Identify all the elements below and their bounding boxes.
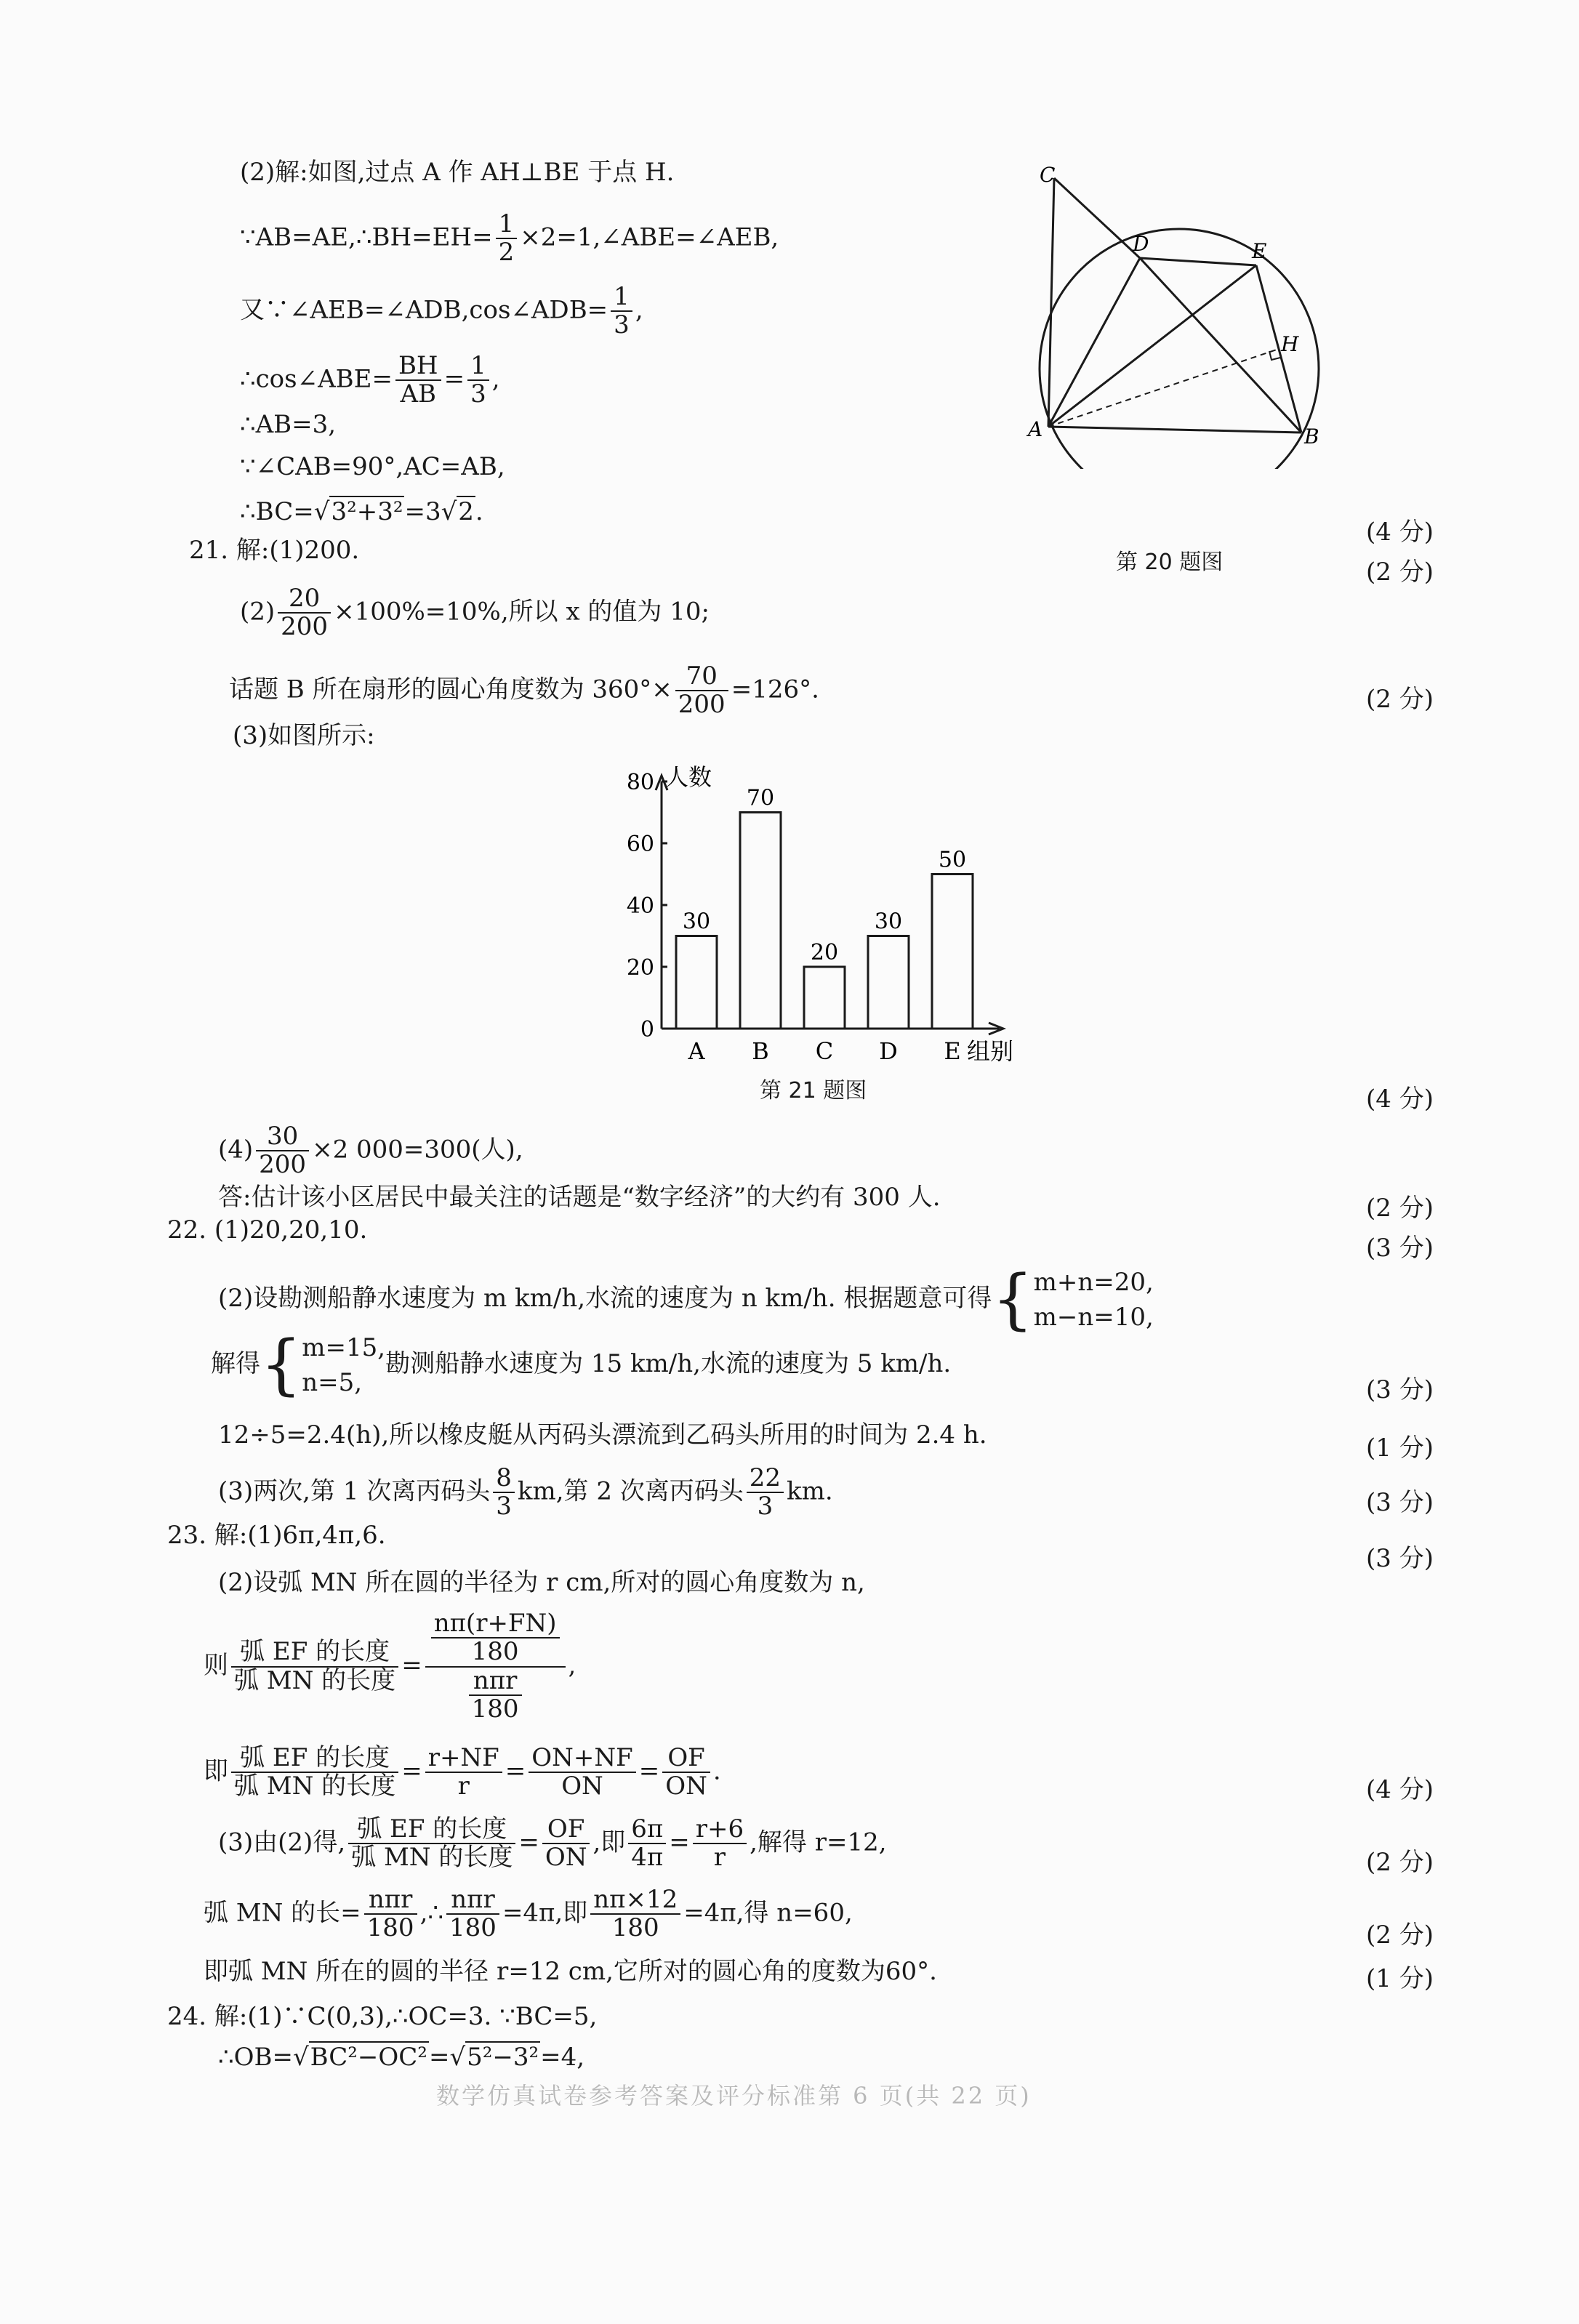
label-B: B bbox=[1304, 425, 1319, 449]
q24-line-2: ∴OB=√BC²−OC²=√5²−3²=4, bbox=[218, 2043, 585, 2072]
page-footer: 数学仿真试卷参考答案及评分标准第 6 页(共 22 页) bbox=[436, 2082, 1032, 2110]
q21-line-4: (3)如图所示: bbox=[233, 721, 375, 750]
x-axis-label: 组别 bbox=[967, 1037, 1014, 1065]
segment-CA bbox=[1048, 178, 1054, 427]
y-tick-label: 0 bbox=[640, 1017, 654, 1042]
category-label-B: B bbox=[752, 1037, 769, 1065]
q20-geometry-figure bbox=[1018, 156, 1359, 469]
segment-CD bbox=[1054, 178, 1140, 258]
q23-line-7: 即弧 MN 所在的圆的半径 r=12 cm,它所对的圆心角的度数为60°. bbox=[204, 1957, 937, 1986]
y-axis-label: 人数 bbox=[665, 763, 712, 791]
label-A: A bbox=[1028, 417, 1043, 441]
category-label-A: A bbox=[688, 1037, 705, 1065]
segment-DE bbox=[1140, 258, 1256, 265]
q23-line-2: (2)设弧 MN 所在圆的半径为 r cm,所对的圆心角度数为 n, bbox=[218, 1568, 865, 1597]
bar-D bbox=[868, 936, 909, 1029]
q23-line-4: 即 $\frac{\text{弧 EF 的长度}}{\text{弧 MN 的长度}}$ = $\frac{r+NF}{r}$ = $\frac{ON+NF}{ON}$ = $\frac{OF}{ON}$ . bbox=[204, 1743, 721, 1801]
label-H: H bbox=[1281, 332, 1299, 356]
q20-line-7: ∴BC=√3²+3²=3√2. bbox=[240, 497, 483, 526]
q21-line-3: 话题 B 所在扇形的圆心角度数为 360°× $\frac{70}{200}$ =126°. bbox=[229, 662, 819, 720]
bars bbox=[676, 786, 973, 1066]
q23-score-3: (2 分) bbox=[1366, 1848, 1434, 1877]
y-tick-label: 60 bbox=[626, 832, 654, 857]
q21-score-2: (2 分) bbox=[1366, 685, 1434, 714]
q20-line-1: (2)解:如图,过点 A 作 AH⊥BE 于点 H. bbox=[240, 158, 675, 187]
q21-bar-chart bbox=[603, 760, 1040, 1079]
q20-figure-caption: 第 20 题图 bbox=[1116, 550, 1224, 575]
q23-line-1: 23. 解:(1)6π,4π,6. bbox=[167, 1521, 386, 1550]
y-tick-label: 80 bbox=[626, 770, 654, 795]
label-D: D bbox=[1133, 232, 1149, 256]
q21-score-3: (4 分) bbox=[1366, 1085, 1434, 1114]
category-label-D: D bbox=[879, 1037, 898, 1065]
q22-score-1: (3 分) bbox=[1366, 1234, 1434, 1263]
q22-line-4: 12÷5=2.4(h),所以橡皮艇从丙码头漂流到乙码头所用的时间为 2.4 h. bbox=[218, 1420, 987, 1450]
q20-score: (4 分) bbox=[1366, 518, 1434, 547]
bar-E bbox=[932, 874, 973, 1029]
y-axis-title bbox=[665, 763, 712, 791]
segment-AE bbox=[1048, 265, 1256, 427]
q20-line-6: ∵∠CAB=90°,AC=AB, bbox=[240, 452, 505, 481]
category-label-E: E bbox=[944, 1037, 961, 1065]
q22-line-1: 22. (1)20,20,10. bbox=[167, 1215, 368, 1245]
y-tick-label: 40 bbox=[626, 893, 654, 919]
q23-line-5: (3)由(2)得, $\frac{\text{弧 EF 的长度}}{\text{弧 MN 的长度}}$ = $\frac{OF}{ON}$ ,即 $\frac{6\pi}{4\pi}$ = $\frac{r+6}{r}$ ,解得 r=12, bbox=[218, 1814, 887, 1873]
q21-figure-caption: 第 21 题图 bbox=[760, 1078, 867, 1103]
q21-line-1: 21. 解:(1)200. bbox=[189, 536, 360, 565]
q22-line-5: (3)两次,第 1 次离丙码头 $\frac{8}{3}$ km,第 2 次离丙码头 $\frac{22}{3}$ km. bbox=[218, 1463, 833, 1521]
category-label-C: C bbox=[815, 1037, 834, 1065]
data-label-C: 20 bbox=[810, 940, 839, 965]
q23-line-3: 则 $\frac{\text{弧 EF 的长度}}{\text{弧 MN 的长度}}$ = $\frac{\frac{n\pi(r+FN)}{180}}{\frac{\text{nπr}}{180}}$ , bbox=[204, 1609, 576, 1724]
q22-score-3: (1 分) bbox=[1366, 1434, 1434, 1463]
q22-score-4: (3 分) bbox=[1366, 1488, 1434, 1517]
q20-line-5: ∴AB=3, bbox=[240, 410, 337, 439]
q23-score-2: (4 分) bbox=[1366, 1775, 1434, 1804]
q20-line-3: 又∵∠AEB=∠ADB,cos∠ADB= $\frac{1}{3}$ , bbox=[240, 282, 643, 340]
bar-A bbox=[676, 936, 717, 1029]
q22-score-2: (3 分) bbox=[1366, 1375, 1434, 1404]
label-E: E bbox=[1252, 239, 1267, 263]
q21-score-1: (2 分) bbox=[1366, 558, 1434, 587]
q24-line-1: 24. 解:(1)∵C(0,3),∴OC=3. ∵BC=5, bbox=[167, 2002, 598, 2031]
data-label-B: 70 bbox=[746, 785, 775, 811]
q21-line-2: (2) $\frac{20}{200}$ ×100%=10%,所以 x 的值为 10; bbox=[240, 584, 710, 642]
bar-B bbox=[740, 813, 781, 1029]
data-label-D: 30 bbox=[874, 909, 903, 935]
q22-line-2: (2)设勘测船静水速度为 m km/h,水流的速度为 n km/h. 根据题意可得{m+n=20, m−n=10, bbox=[218, 1261, 1154, 1338]
q23-line-6: 弧 MN 的长= $\frac{\text{nπr}}{180}$ ,∴ $\frac{\text{nπr}}{180}$ =4π,即 $\frac{n\pi\times 12}{180}$ =4π,得 n=60, bbox=[204, 1885, 853, 1943]
q23-score-1: (3 分) bbox=[1366, 1544, 1434, 1573]
segment-AB bbox=[1048, 427, 1301, 433]
q20-line-4: ∴cos∠ABE= $\frac{BH}{AB}$ = $\frac{1}{3}$ , bbox=[240, 351, 500, 409]
data-label-E: 50 bbox=[938, 847, 967, 873]
q23-score-5: (1 分) bbox=[1366, 1964, 1434, 1993]
q21-score-4: (2 分) bbox=[1366, 1194, 1434, 1223]
q21-line-6: 答:估计该小区居民中最关注的话题是“数字经济”的大约有 300 人. bbox=[218, 1183, 941, 1212]
y-tick-label: 20 bbox=[626, 955, 654, 981]
data-label-A: 30 bbox=[682, 909, 711, 935]
q21-line-5: (4) $\frac{30}{200}$ ×2 000=300(人), bbox=[218, 1122, 523, 1180]
segment-AD bbox=[1048, 258, 1140, 427]
q20-line-2: ∵AB=AE,∴BH=EH= $\frac{1}{2}$ ×2=1,∠ABE=∠AEB, bbox=[240, 209, 779, 268]
q22-line-3: 解得{m=15, n=5,勘测船静水速度为 15 km/h,水流的速度为 5 km/h. bbox=[211, 1327, 952, 1403]
q23-score-4: (2 分) bbox=[1366, 1921, 1434, 1950]
bar-C bbox=[804, 967, 845, 1029]
segment-AH-dashed bbox=[1048, 350, 1277, 427]
label-C: C bbox=[1040, 163, 1056, 187]
